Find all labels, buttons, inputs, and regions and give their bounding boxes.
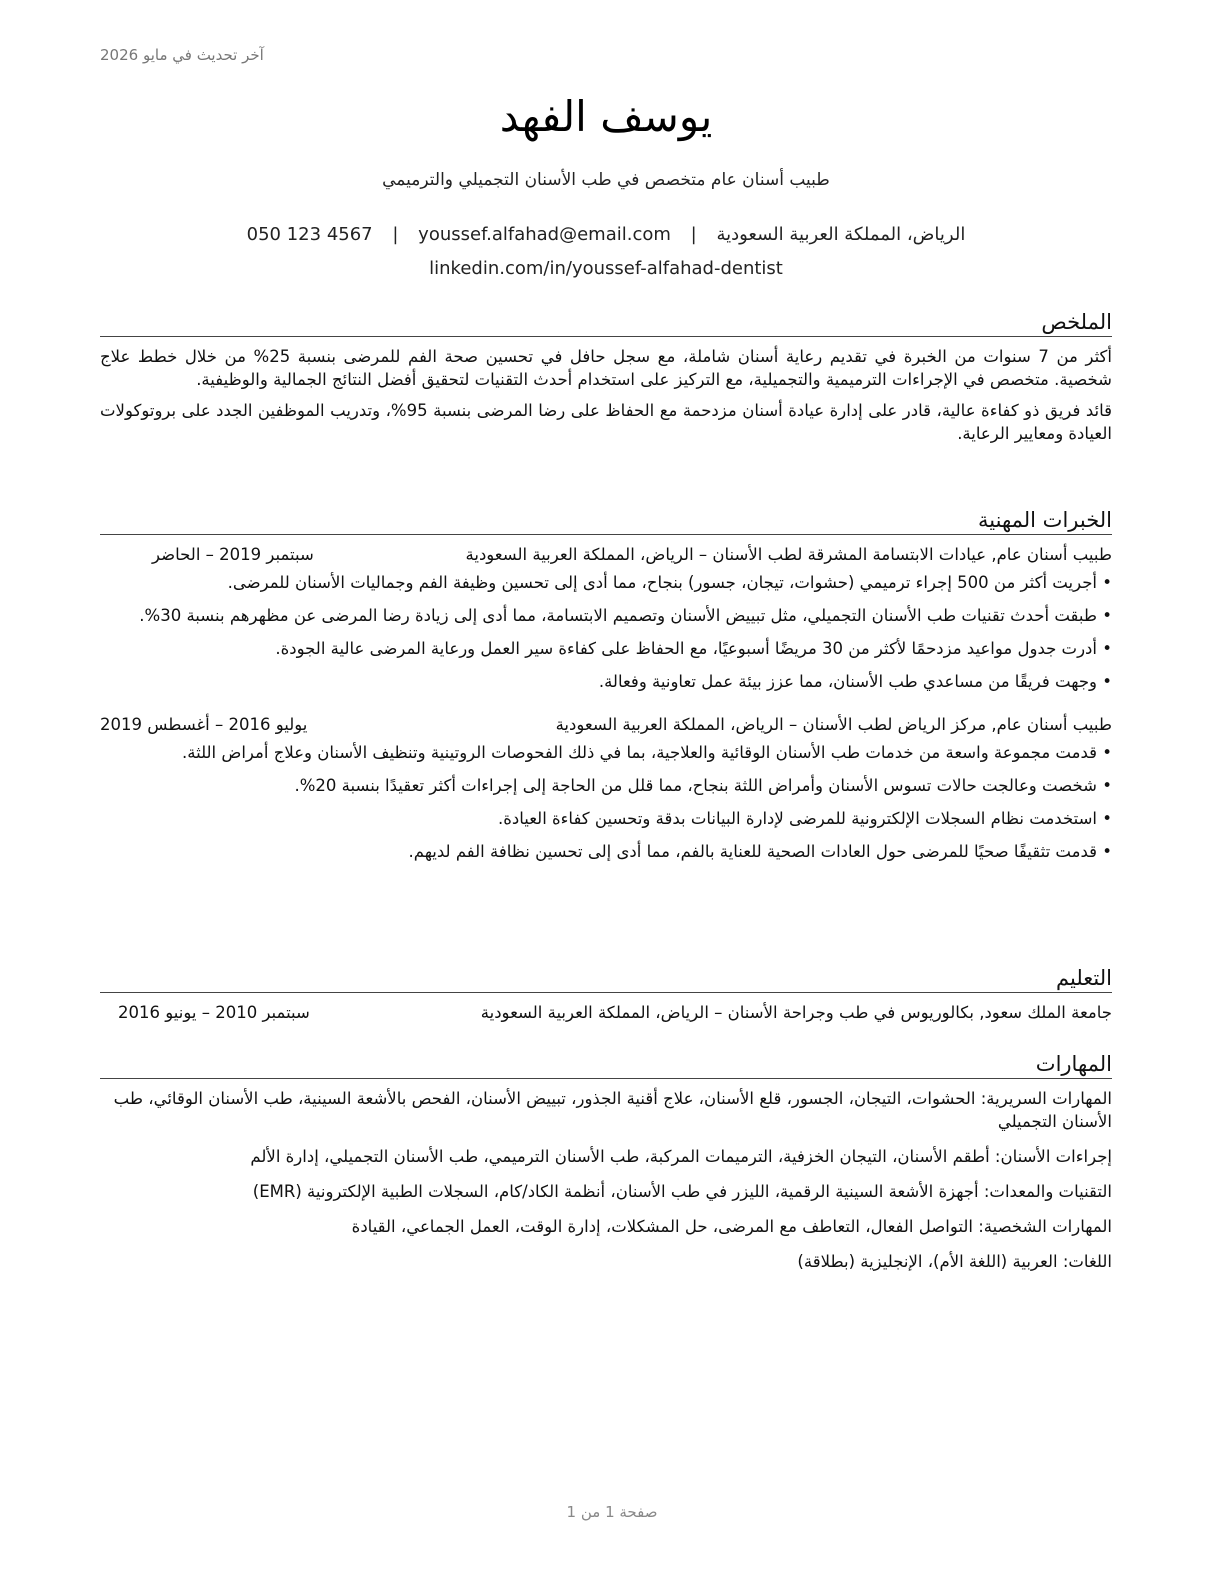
section-title-experience: الخبرات المهنية xyxy=(100,508,1112,535)
job-bullet: • استخدمت نظام السجلات الإلكترونية للمرضى لإدارة البيانات بدقة وتحسين كفاءة العيادة. xyxy=(100,807,1112,830)
skill-line-technology: التقنيات والمعدات: أجهزة الأشعة السينية الرقمية، الليزر في طب الأسنان، أنظمة الكاد/كام، السجلات الطبية الإلكترونية (EMR) xyxy=(252,1182,1112,1201)
summary-section xyxy=(100,310,1112,453)
linkedin-link[interactable] xyxy=(100,258,1112,279)
education-school-degree: جامعة الملك سعود, بكالوريوس في طب وجراحة الأسنان – الرياض، المملكة العربية السعودية xyxy=(480,1003,1112,1022)
job-entry xyxy=(100,543,1112,693)
contact-location: الرياض، المملكة العربية السعودية xyxy=(716,224,966,245)
education-dates: سبتمبر 2010 – يونيو 2016 xyxy=(118,1003,310,1022)
contact-separator: | xyxy=(690,224,697,245)
job-bullets xyxy=(100,571,1112,693)
section-title-skills: المهارات xyxy=(100,1052,1112,1079)
job-bullet: • أدرت جدول مواعيد مزدحمًا لأكثر من 30 مريضًا أسبوعيًا، مع الحفاظ على كفاءة سير العمل ورعاية المرضى عالية الجودة. xyxy=(100,637,1112,660)
job-title-company: طبيب أسنان عام, عيادات الابتسامة المشرقة لطب الأسنان – الرياض، المملكة العربية السعودية xyxy=(465,545,1112,564)
section-title-summary: الملخص xyxy=(100,310,1112,337)
linkedin-url[interactable]: linkedin.com/in/youssef-alfahad-dentist xyxy=(429,258,783,279)
summary-paragraph: أكثر من 7 سنوات من الخبرة في تقديم رعاية أسنان شاملة، مع سجل حافل في تحسين صحة الفم للمرضى بنسبة 25% من خلال خطط علاج شخصية. متخصص في الإجراءات الترميمية والتجميلية، مع التركيز على استخدام أحدث التقنيات لتحقيق أفضل النتائج الجمالية والوظيفية. xyxy=(100,347,1112,389)
job-bullet: • قدمت مجموعة واسعة من خدمات طب الأسنان الوقائية والعلاجية، بما في ذلك الفحوصات الروتينية وتنظيف الأسنان وعلاج أمراض اللثة. xyxy=(100,741,1112,764)
job-bullets xyxy=(100,741,1112,863)
job-bullet: • وجهت فريقًا من مساعدي طب الأسنان، مما عزز بيئة عمل تعاونية وفعالة. xyxy=(100,670,1112,693)
contact-email[interactable]: youssef.alfahad@email.com xyxy=(418,224,671,245)
last-updated-note: آخر تحديث في مايو 2026 xyxy=(100,46,264,64)
page-number: صفحة 1 من 1 xyxy=(566,1503,658,1521)
candidate-name: يوسف الفهد xyxy=(499,92,713,141)
skill-line-clinical: المهارات السريرية: الحشوات، التيجان، الجسور، قلع الأسنان، علاج أقنية الجذور، تبييض الأسنان، الفحص بالأشعة السينية، طب الأسنان الوقائي، طب الأسنان التجميلي xyxy=(113,1089,1112,1131)
job-title-company: طبيب أسنان عام, مركز الرياض لطب الأسنان – الرياض، المملكة العربية السعودية xyxy=(555,715,1112,734)
job-bullet: • قدمت تثقيفًا صحيًا للمرضى حول العادات الصحية للعناية بالفم، مما أدى إلى تحسين نظافة الفم لديهم. xyxy=(100,840,1112,863)
summary-paragraph: قائد فريق ذو كفاءة عالية، قادر على إدارة عيادة أسنان مزدحمة مع الحفاظ على رضا المرضى بنسبة 95%، وتدريب الموظفين الجدد على بروتوكولات العيادة ومعايير الرعاية. xyxy=(100,401,1113,443)
job-bullet: • طبقت أحدث تقنيات طب الأسنان التجميلي، مثل تبييض الأسنان وتصميم الابتسامة، مما أدى إلى زيادة رضا المرضى عن مظهرهم بنسبة 30%. xyxy=(100,604,1112,627)
candidate-headline: طبيب أسنان عام متخصص في طب الأسنان التجميلي والترميمي xyxy=(382,170,830,190)
job-bullet: • شخصت وعالجت حالات تسوس الأسنان وأمراض اللثة بنجاح، مما قلل من الحاجة إلى إجراءات أكثر تعقيدًا بنسبة 20%. xyxy=(100,774,1112,797)
section-title-education: التعليم xyxy=(100,966,1112,993)
experience-section xyxy=(100,508,1112,873)
job-bullet: • أجريت أكثر من 500 إجراء ترميمي (حشوات، تيجان، جسور) بنجاح، مما أدى إلى تحسين وظيفة الفم وجماليات الأسنان للمرضى. xyxy=(100,571,1112,594)
contact-line xyxy=(100,224,1112,245)
job-header xyxy=(100,713,1112,737)
skills-section xyxy=(100,1052,1112,1285)
job-dates: سبتمبر 2019 – الحاضر xyxy=(152,545,314,564)
job-header xyxy=(100,543,1112,567)
skill-line-soft-skills: المهارات الشخصية: التواصل الفعال، التعاطف مع المرضى، حل المشكلات، إدارة الوقت، العمل الجماعي، القيادة xyxy=(351,1217,1112,1236)
skill-line-procedures: إجراءات الأسنان: أطقم الأسنان، التيجان الخزفية، الترميمات المركبة، طب الأسنان الترميمي، طب الأسنان التجميلي، إدارة الألم xyxy=(250,1147,1112,1166)
job-entry xyxy=(100,713,1112,863)
contact-separator: | xyxy=(392,224,399,245)
education-section xyxy=(100,966,1112,1029)
job-dates: يوليو 2016 – أغسطس 2019 xyxy=(100,715,308,734)
skill-line-languages: اللغات: العربية (اللغة الأم)، الإنجليزية (بطلاقة) xyxy=(797,1252,1112,1271)
education-entry xyxy=(100,1001,1112,1025)
contact-phone: 050 123 4567 xyxy=(246,224,373,245)
